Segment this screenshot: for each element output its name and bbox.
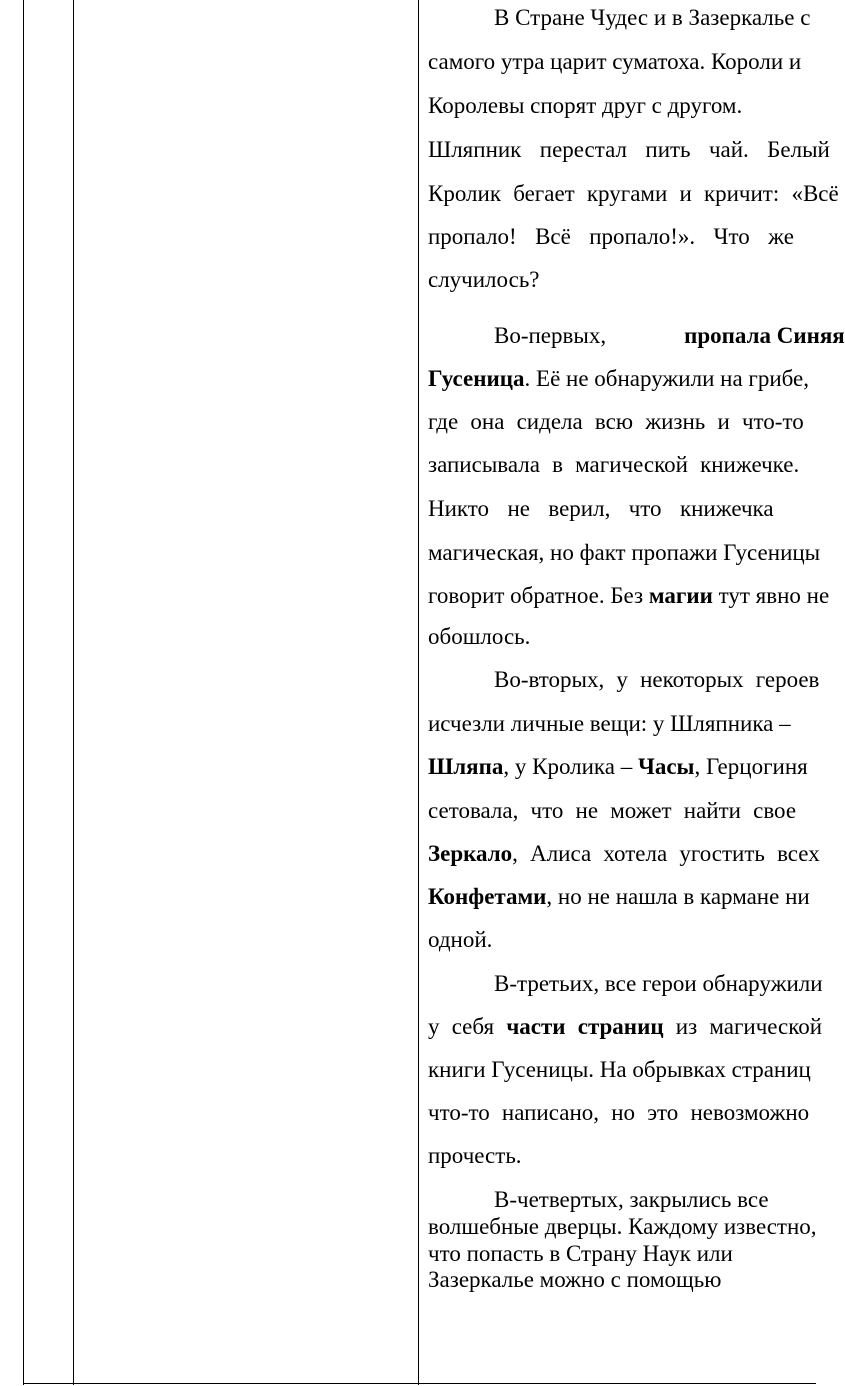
text-line: Кролик бегает кругами и кричит: «Всё xyxy=(428,181,839,206)
text-line: В Стране Чудес и в Зазеркалье с xyxy=(494,5,811,30)
text-line: одной. xyxy=(428,927,493,952)
text-line: прочесть. xyxy=(428,1143,522,1168)
text-line: В-третьих, все герои обнаружили xyxy=(494,971,823,996)
candies-highlight: Конфетами xyxy=(428,884,547,909)
text-line: книги Гусеницы. На обрывках страниц xyxy=(428,1057,811,1082)
text-line: Зазеркалье можно с помощью xyxy=(428,1267,722,1292)
text-line: говорит обратное. Без магии тут явно не xyxy=(428,583,830,608)
text-line: Шляпа, у Кролика – Часы, Герцогиня xyxy=(428,754,808,779)
text-line: записывала в магической книжечке. xyxy=(428,452,800,477)
text-line: у себя части страниц из магической xyxy=(428,1014,823,1039)
story-text-cell xyxy=(428,0,845,1384)
text-line: Никто не верил, что книжечка xyxy=(428,496,774,521)
mirror-highlight: Зеркало xyxy=(428,841,513,866)
text-line: самого утра царит суматоха. Короли и xyxy=(428,49,802,74)
text-line: обошлось. xyxy=(428,624,531,649)
text-line: Зеркало, Алиса хотела угостить всех xyxy=(428,841,820,866)
text-line: случилось? xyxy=(428,267,540,292)
table-border-col1 xyxy=(73,0,74,1385)
text-line: Во-первых, пропала Синяя xyxy=(494,323,845,348)
clock-highlight: Часы xyxy=(637,754,695,779)
table-border-left xyxy=(23,0,24,1385)
text-line: Конфетами, но не нашла в кармане ни xyxy=(428,884,810,909)
text-line: Королевы спорят друг с другом. xyxy=(428,93,743,118)
text-line: что попасть в Страну Наук или xyxy=(428,1241,733,1266)
magic-highlight: магии xyxy=(648,583,713,608)
text-line: где она сидела всю жизнь и что-то xyxy=(428,409,804,434)
page-parts-highlight: части страниц xyxy=(506,1014,664,1039)
text-line: Гусеница. Её не обнаружили на грибе, xyxy=(428,366,810,391)
text-line: волшебные дверцы. Каждому известно, xyxy=(428,1214,817,1239)
text-line: исчезли личные вещи: у Шляпника – xyxy=(428,711,791,736)
text-line: что-то написано, но это невозможно xyxy=(428,1100,810,1125)
table-border-col2 xyxy=(418,0,419,1385)
hat-highlight: Шляпа xyxy=(428,754,504,779)
text-line: магическая, но факт пропажи Гусеницы xyxy=(428,540,821,565)
text-line: сетовала, что не может найти свое xyxy=(428,798,797,823)
missing-caterpillar-highlight: пропала Синяя xyxy=(684,323,845,348)
text-line: Во-вторых, у некоторых героев xyxy=(494,667,820,692)
text-line: В-четвертых, закрылись все xyxy=(494,1187,769,1212)
text-line: Шляпник перестал пить чай. Белый xyxy=(428,137,830,162)
text-line: пропало! Всё пропало!». Что же xyxy=(428,224,794,249)
